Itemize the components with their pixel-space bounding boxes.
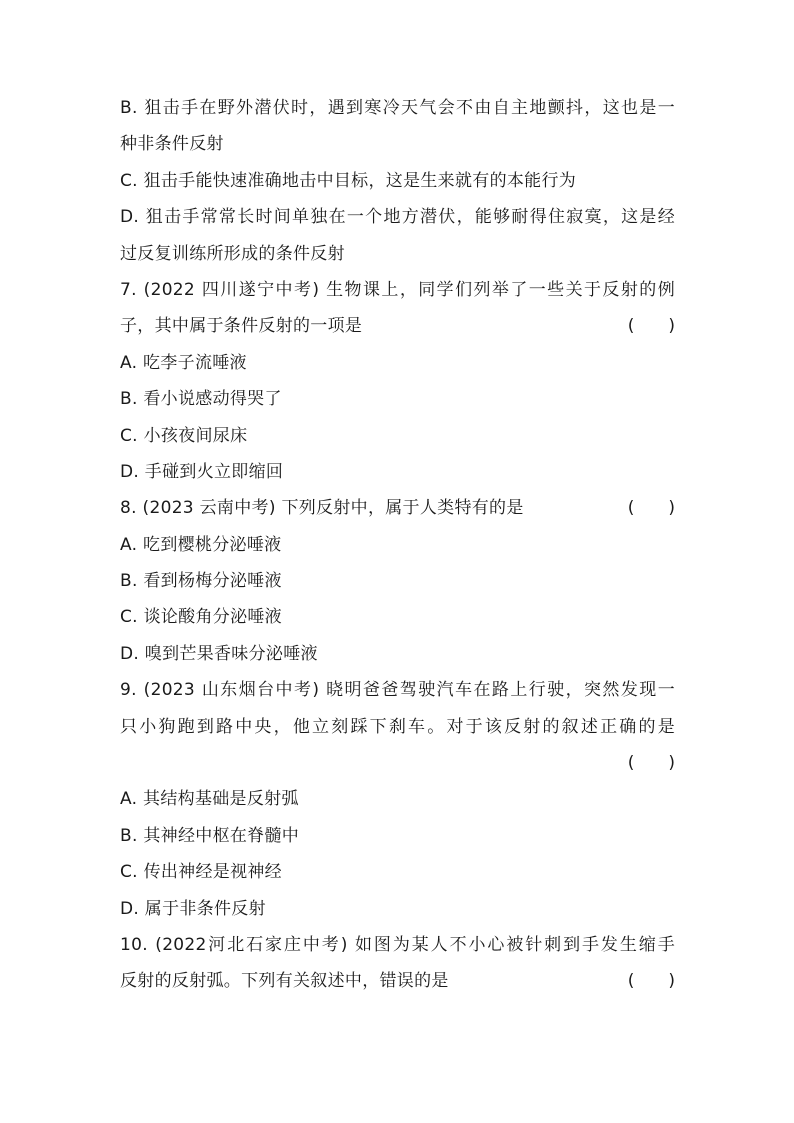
q7-stem-line2	[120, 308, 675, 344]
q10-stem-line2	[120, 963, 675, 999]
q9-option-a: A. 其结构基础是反射弧	[120, 789, 299, 810]
q6-option-d-line2: 过反复训练所形成的条件反射	[120, 243, 345, 264]
question-sheet	[120, 90, 675, 1000]
q8-option-c: C. 谈论酸角分泌唾液	[120, 607, 282, 628]
q7-answer-blank: ( )	[627, 316, 675, 337]
q8-stem-text: 8. (2023 云南中考) 下列反射中，属于人类特有的是	[120, 498, 524, 519]
q8-answer-blank: ( )	[627, 498, 675, 519]
q9-stem-line1: 9. (2023 山东烟台中考) 晓明爸爸驾驶汽车在路上行驶，突然发现一	[120, 680, 675, 701]
q7-stem-line1: 7. (2022 四川遂宁中考) 生物课上，同学们列举了一些关于反射的例	[120, 279, 675, 300]
q6-option-b-line2: 种非条件反射	[120, 134, 224, 155]
q10-answer-blank: ( )	[627, 971, 675, 992]
q8-stem-line	[120, 490, 675, 526]
q7-stem-text: 子，其中属于条件反射的一项是	[120, 316, 363, 337]
q9-answer-line	[120, 745, 675, 781]
q10-stem-text: 反射的反射弧。下列有关叙述中，错误的是	[120, 971, 449, 992]
q9-stem-line2: 只小狗跑到路中央，他立刻踩下刹车。对于该反射的叙述正确的是	[120, 716, 675, 737]
q9-option-b: B. 其神经中枢在脊髓中	[120, 825, 300, 846]
q7-option-d: D. 手碰到火立即缩回	[120, 461, 284, 482]
q10-stem-line1: 10. (2022河北石家庄中考) 如图为某人不小心被针刺到手发生缩手	[120, 934, 675, 955]
q6-option-b-line1: B. 狙击手在野外潜伏时，遇到寒冷天气会不由自主地颤抖，这也是一	[120, 98, 675, 118]
q7-option-a: A. 吃李子流唾液	[120, 352, 247, 373]
q8-option-a: A. 吃到樱桃分泌唾液	[120, 534, 282, 555]
q6-option-c: C. 狙击手能快速准确地击中目标，这是生来就有的本能行为	[120, 170, 577, 191]
q9-option-d: D. 属于非条件反射	[120, 898, 266, 919]
q7-option-b: B. 看小说感动得哭了	[120, 389, 282, 410]
q9-option-c: C. 传出神经是视神经	[120, 862, 282, 883]
q8-option-d: D. 嗅到芒果香味分泌唾液	[120, 643, 318, 664]
q7-option-c: C. 小孩夜间尿床	[120, 425, 248, 446]
q9-answer-blank: ( )	[627, 753, 675, 774]
q8-option-b: B. 看到杨梅分泌唾液	[120, 571, 282, 592]
q6-option-d-line1: D. 狙击手常常长时间单独在一个地方潜伏，能够耐得住寂寞，这是经	[120, 207, 675, 228]
